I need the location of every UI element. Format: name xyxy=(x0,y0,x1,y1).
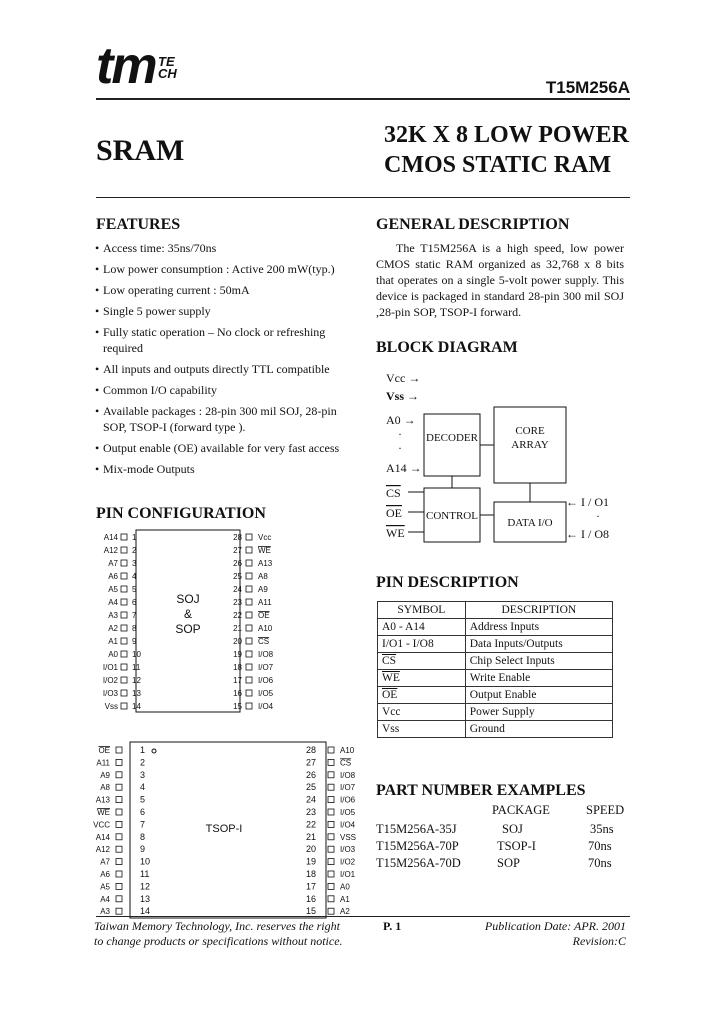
pin-name: I/O8 xyxy=(258,650,274,659)
pin-lead xyxy=(246,547,252,553)
description-cell: Write Enable xyxy=(465,670,612,687)
pin-lead xyxy=(328,821,334,827)
publication-date: Publication Date: APR. 2001 xyxy=(484,919,626,933)
package-column-header: PACKAGE xyxy=(492,803,550,817)
pin-lead xyxy=(121,612,127,618)
part-example-number: T15M256A-70P xyxy=(376,839,459,853)
pin-number: 20 xyxy=(305,844,316,855)
a0-label: A0 → xyxy=(386,413,416,427)
tsop-pinout xyxy=(93,742,366,920)
pin-number: 24 xyxy=(233,585,242,594)
symbol-cell: I/O1 - I/O8 xyxy=(378,636,466,653)
pin-number: 14 xyxy=(132,702,141,711)
pin-lead xyxy=(328,797,334,803)
pin-number: 12 xyxy=(140,881,151,892)
pin-lead xyxy=(328,784,334,790)
pin-number: 28 xyxy=(305,745,316,755)
pin-number: 15 xyxy=(233,702,242,711)
pin-lead xyxy=(246,625,252,631)
pin-number: 4 xyxy=(140,782,146,793)
pin-name: I/O1 xyxy=(102,663,118,672)
general-description-heading: GENERAL DESCRIPTION xyxy=(376,216,570,233)
pin-number: 1 xyxy=(132,533,137,542)
pin-number: 9 xyxy=(140,844,146,855)
table-row xyxy=(378,670,613,687)
symbol-cell: $\overline{CS}$ xyxy=(378,653,466,670)
table-row xyxy=(378,653,613,670)
pin-name: A12 xyxy=(95,845,110,855)
pin-name: A6 xyxy=(100,870,110,879)
pin-lead xyxy=(121,560,127,566)
pin-number: 2 xyxy=(132,546,137,555)
pin-number: 6 xyxy=(140,807,146,817)
pin-number: 7 xyxy=(140,819,146,830)
description-column-header: DESCRIPTION xyxy=(465,602,612,619)
feature-item: • Common I/O capability xyxy=(96,382,358,398)
description-cell: Data Inputs/Outputs xyxy=(465,636,612,653)
pin-name: WE xyxy=(97,808,110,817)
pin-lead xyxy=(246,677,252,683)
pin-name: A4 xyxy=(108,598,118,607)
pin-name: A11 xyxy=(96,758,110,768)
footer-notice xyxy=(94,919,343,949)
feature-item: • Available packages : 28-pin 300 mil SOJ, 28-pin SOP, TSOP-I (forward type ). xyxy=(96,403,358,435)
decoder-label: DECODER xyxy=(426,432,478,444)
pin-number: 21 xyxy=(305,831,316,842)
pin-number: 22 xyxy=(233,611,242,620)
pin-lead xyxy=(121,573,127,579)
pin-number: 23 xyxy=(305,807,316,817)
pin-lead xyxy=(121,677,127,683)
product-title xyxy=(384,120,629,180)
pin-number: 11 xyxy=(140,869,150,879)
pin-number: 5 xyxy=(140,794,146,805)
pin-lead xyxy=(121,651,127,657)
pin-name: A13 xyxy=(258,559,273,568)
pin-lead xyxy=(116,772,122,778)
table-row xyxy=(378,704,613,721)
pin-lead xyxy=(121,599,127,605)
title-line2: CMOS STATIC RAM xyxy=(384,152,612,178)
pin-lead xyxy=(328,859,334,865)
pin-lead xyxy=(328,834,334,840)
pin-number: 25 xyxy=(233,572,242,581)
general-description-text: The T15M256A is a high speed, low power CMOS static RAM organized as 32,768 x 8 bits that operates on a single 5-volt power supply. This device is packaged in standard 28-pin 300 mil SOJ ,28-pin SOP, TSOP-I forward. xyxy=(376,241,624,319)
pin-lead xyxy=(246,664,252,670)
pin-number: 25 xyxy=(305,782,316,793)
pin-number: 11 xyxy=(132,663,141,672)
pin-lead xyxy=(246,651,252,657)
page-number: P. 1 xyxy=(383,919,402,933)
feature-item: • Mix-mode Outputs xyxy=(96,461,358,477)
feature-item: • Output enable (OE) available for very fast access xyxy=(96,440,358,456)
feature-item: • Low operating current : 50mA xyxy=(96,282,358,298)
pin-lead xyxy=(328,908,334,914)
symbol-cell: A0 - A14 xyxy=(378,619,466,636)
soj-label-amp: & xyxy=(183,607,193,621)
pin-number: 12 xyxy=(132,676,141,685)
pin-number: 8 xyxy=(140,831,146,842)
pin-number: 18 xyxy=(305,869,316,879)
logo-main-text: tm xyxy=(96,37,156,95)
feature-item: • Single 5 power supply xyxy=(96,303,358,319)
pin1-marker-icon xyxy=(152,749,156,753)
pin-lead xyxy=(328,809,334,815)
pin-lead xyxy=(246,612,252,618)
part-example-number: T15M256A-35J xyxy=(376,822,457,836)
cs-label: CS xyxy=(386,486,401,500)
pin-name: A8 xyxy=(258,572,268,581)
pin-name: A8 xyxy=(100,783,110,793)
part-number: T15M256A xyxy=(545,78,630,97)
symbol-cell: $\overline{OE}$ xyxy=(378,687,466,704)
pin-name: A9 xyxy=(258,585,268,594)
pin-lead xyxy=(246,703,252,709)
pin-number: 6 xyxy=(132,598,137,607)
pin-name: Vcc xyxy=(258,533,272,542)
pin-lead xyxy=(246,573,252,579)
core-label-2: ARRAY xyxy=(511,439,549,451)
pin-number: 17 xyxy=(233,676,242,685)
pin-name: A14 xyxy=(103,533,118,542)
io1-label: ← I / O1 xyxy=(566,495,609,509)
header-rule xyxy=(96,98,630,100)
vss-label: Vss → xyxy=(386,389,420,403)
pin-name: A14 xyxy=(95,832,110,842)
logo-sub-bottom: CH xyxy=(158,66,177,81)
pin-number: 19 xyxy=(233,650,242,659)
part-example-speed: 35ns xyxy=(590,822,614,836)
pin-number: 16 xyxy=(305,893,316,904)
pin-name: VSS xyxy=(340,832,357,842)
soj-label: SOJ xyxy=(176,592,200,606)
features-list xyxy=(96,240,358,482)
pin-name: A0 xyxy=(340,882,350,892)
pin-lead xyxy=(116,747,122,753)
soj-pinout xyxy=(96,528,286,714)
pin-name: I/O8 xyxy=(340,770,356,780)
pin-number: 22 xyxy=(305,819,316,830)
pin-number: 28 xyxy=(233,533,242,542)
description-cell: Address Inputs xyxy=(465,619,612,636)
pin-lead xyxy=(328,772,334,778)
pin-number: 26 xyxy=(305,769,316,780)
pin-number: 13 xyxy=(140,893,151,904)
pin-lead xyxy=(246,599,252,605)
pin-lead xyxy=(116,846,122,852)
pin-lead xyxy=(116,871,122,877)
pin-name: A3 xyxy=(108,611,118,620)
footer-publication xyxy=(485,919,626,949)
pin-name: I/O6 xyxy=(258,676,274,685)
pin-name: I/O7 xyxy=(340,783,356,793)
product-type: SRAM xyxy=(96,134,185,167)
symbol-cell: Vss xyxy=(378,721,466,738)
pin-lead xyxy=(121,638,127,644)
pin-number: 14 xyxy=(140,906,151,917)
pin-lead xyxy=(328,883,334,889)
pin-lead xyxy=(246,534,252,540)
pin-number: 1 xyxy=(140,745,146,755)
title-rule xyxy=(96,197,630,198)
pin-number: 24 xyxy=(305,794,316,805)
pin-number: 5 xyxy=(132,585,137,594)
pin-number: 10 xyxy=(132,650,141,659)
description-cell: Chip Select Inputs xyxy=(465,653,612,670)
pin-lead xyxy=(121,664,127,670)
oe-label: OE xyxy=(386,506,402,520)
table-header-row xyxy=(378,602,613,619)
pin-lead xyxy=(121,690,127,696)
pin-name: I/O5 xyxy=(258,689,274,698)
part-example-speed: 70ns xyxy=(588,856,612,870)
control-label: CONTROL xyxy=(426,510,478,522)
pin-name: A5 xyxy=(108,585,118,594)
pin-name: A11 xyxy=(258,598,272,607)
pin-number: 13 xyxy=(132,689,141,698)
pin-name: I/O3 xyxy=(340,845,356,855)
pin-name: I/O7 xyxy=(258,663,274,672)
ellipsis-dot: · xyxy=(398,441,402,455)
block-diagram-heading: BLOCK DIAGRAM xyxy=(376,339,518,356)
pin-name: A1 xyxy=(108,637,118,646)
pin-number: 15 xyxy=(305,906,316,917)
speed-column-header: SPEED xyxy=(586,803,625,817)
pin-number: 16 xyxy=(233,689,242,698)
ellipsis-dot: · xyxy=(596,509,600,523)
decoder-box xyxy=(424,414,480,476)
part-example-package: SOJ xyxy=(502,822,523,836)
pin-number: 27 xyxy=(233,546,242,555)
table-row xyxy=(378,619,613,636)
pin-lead xyxy=(116,797,122,803)
part-example-speed: 70ns xyxy=(588,839,612,853)
features-heading: FEATURES xyxy=(96,216,181,233)
pin-number: 26 xyxy=(233,559,242,568)
pin-lead xyxy=(328,846,334,852)
pin-lead xyxy=(246,560,252,566)
pin-name: I/O1 xyxy=(340,870,356,879)
soj-package-body xyxy=(136,530,240,712)
feature-item: • All inputs and outputs directly TTL compatible xyxy=(96,361,358,377)
pin-name: I/O4 xyxy=(258,702,274,711)
pin-number: 23 xyxy=(233,598,242,607)
pin-lead xyxy=(116,784,122,790)
pin-lead xyxy=(116,809,122,815)
description-cell: Power Supply xyxy=(465,704,612,721)
footer-notice-line1: Taiwan Memory Technology, Inc. reserves the right xyxy=(94,919,340,933)
pin-number: 9 xyxy=(132,637,137,646)
pin-name: A3 xyxy=(100,907,110,917)
footer-notice-line2: to change products or specifications without notice. xyxy=(94,934,343,948)
pin-description-heading: PIN DESCRIPTION xyxy=(376,574,519,591)
pin-lead xyxy=(246,638,252,644)
pin-lead xyxy=(116,834,122,840)
pin-name: OE xyxy=(98,746,110,755)
pin-name: I/O4 xyxy=(340,820,356,830)
pin-lead xyxy=(328,747,334,753)
pin-number: 17 xyxy=(305,881,316,892)
block-diagram xyxy=(376,366,626,546)
revision: Revision:C xyxy=(572,934,626,948)
logo-sub-top: TE xyxy=(158,54,175,69)
pin-name: I/O5 xyxy=(340,808,356,817)
part-number-examples-heading: PART NUMBER EXAMPLES xyxy=(376,782,586,799)
pin-name: A7 xyxy=(100,857,110,867)
pin-lead xyxy=(116,883,122,889)
pin-name: A10 xyxy=(258,624,273,633)
pin-name: CS xyxy=(340,758,352,768)
pin-lead xyxy=(246,690,252,696)
pin-name: I/O3 xyxy=(102,689,118,698)
pin-name: A1 xyxy=(340,894,350,904)
pin-name: A2 xyxy=(108,624,118,633)
pin-number: 8 xyxy=(132,624,137,633)
pin-name: Vss xyxy=(104,702,118,711)
pin-number: 3 xyxy=(132,559,137,568)
pin-name: A5 xyxy=(100,882,110,892)
pin-name: OE xyxy=(258,611,270,620)
description-cell: Ground xyxy=(465,721,612,738)
pin-lead xyxy=(116,896,122,902)
pin-name: A12 xyxy=(103,546,118,555)
logo-sub xyxy=(158,56,177,80)
pin-lead xyxy=(246,586,252,592)
io8-label: ← I / O8 xyxy=(566,527,609,541)
pin-number: 21 xyxy=(233,624,242,633)
description-cell: Output Enable xyxy=(465,687,612,704)
pin-name: CS xyxy=(258,637,270,646)
pin-lead xyxy=(121,625,127,631)
pin-number: 3 xyxy=(140,769,146,780)
table-row xyxy=(378,636,613,653)
we-label: WE xyxy=(386,526,405,540)
pin-number: 4 xyxy=(132,572,137,581)
pin-lead xyxy=(116,759,122,765)
pin-lead xyxy=(121,534,127,540)
pin-name: A6 xyxy=(108,572,118,581)
pin-lead xyxy=(116,859,122,865)
pin-number: 27 xyxy=(305,757,316,768)
pin-name: A10 xyxy=(340,746,355,755)
pin-lead xyxy=(328,896,334,902)
symbol-cell: Vcc xyxy=(378,704,466,721)
pin-number: 7 xyxy=(132,611,137,620)
pin-number: 18 xyxy=(233,663,242,672)
symbol-cell: $\overline{WE}$ xyxy=(378,670,466,687)
pin-number: 19 xyxy=(305,856,316,867)
ellipsis-dot: · xyxy=(398,427,402,441)
footer-rule xyxy=(96,916,630,917)
pin-name: I/O2 xyxy=(102,676,118,685)
feature-item: • Access time: 35ns/70ns xyxy=(96,240,358,256)
pin-lead xyxy=(121,703,127,709)
a14-label: A14 → xyxy=(386,461,422,475)
table-row xyxy=(378,721,613,738)
vcc-label: Vcc → xyxy=(386,371,421,385)
pin-name: A9 xyxy=(100,770,110,780)
sop-label: SOP xyxy=(175,622,201,636)
tsop-label: TSOP-I xyxy=(205,823,243,835)
data-io-label: DATA I/O xyxy=(507,517,553,529)
pin-name: A13 xyxy=(95,795,110,805)
part-example-package: TSOP-I xyxy=(497,839,536,853)
table-row xyxy=(378,687,613,704)
pin-lead xyxy=(121,547,127,553)
pin-lead xyxy=(116,908,122,914)
pin-name: WE xyxy=(258,546,271,555)
feature-item: • Low power consumption : Active 200 mW(typ.) xyxy=(96,261,358,277)
company-logo xyxy=(96,37,156,95)
pin-name: A7 xyxy=(108,559,118,568)
pin-lead xyxy=(116,821,122,827)
pin-lead xyxy=(328,759,334,765)
part-example-number: T15M256A-70D xyxy=(376,856,461,870)
pin-name: A4 xyxy=(100,894,110,904)
pin-name: A0 xyxy=(108,650,118,659)
pin-name: A2 xyxy=(340,907,350,917)
pin-number: 2 xyxy=(140,757,146,768)
feature-item: • Fully static operation – No clock or refreshing required xyxy=(96,324,358,356)
title-line1: 32K X 8 LOW POWER xyxy=(384,122,629,148)
pin-name: I/O2 xyxy=(340,857,356,867)
symbol-column-header: SYMBOL xyxy=(378,602,466,619)
pin-number: 20 xyxy=(233,637,242,646)
pin-lead xyxy=(121,586,127,592)
pin-description-table xyxy=(377,601,613,738)
pin-name: I/O6 xyxy=(340,795,356,805)
pin-name: VCC xyxy=(93,820,110,830)
pin-lead xyxy=(328,871,334,877)
pin-number: 10 xyxy=(140,856,151,867)
pin-configuration-heading: PIN CONFIGURATION xyxy=(96,505,266,522)
part-example-package: SOP xyxy=(497,856,520,870)
core-label-1: CORE xyxy=(515,425,545,437)
